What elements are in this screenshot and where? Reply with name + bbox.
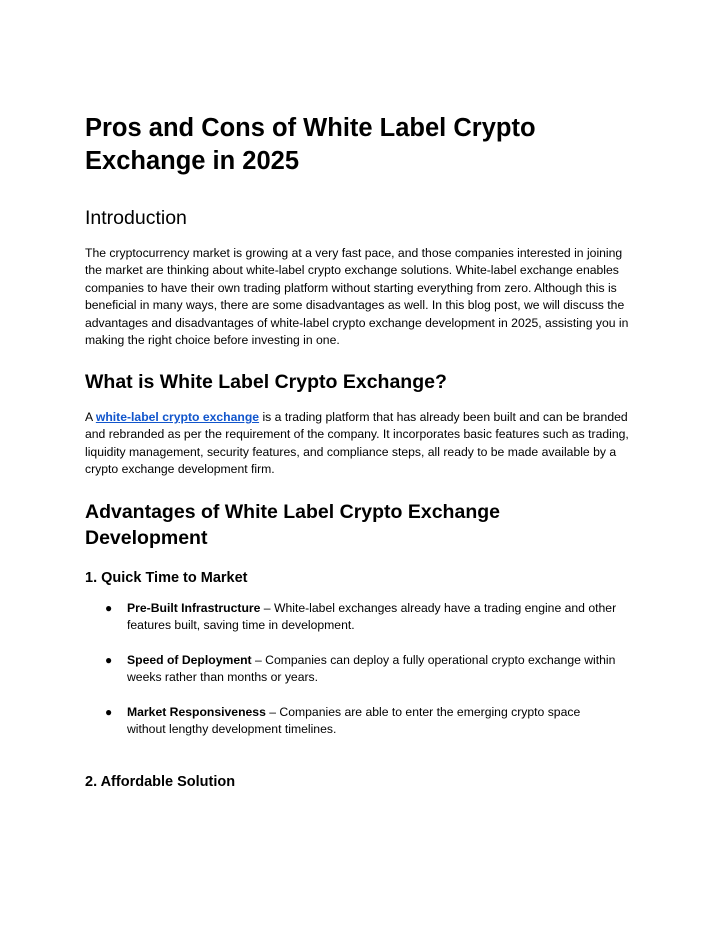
page-title: Pros and Cons of White Label Crypto Exchange in 2025 — [85, 114, 536, 175]
list-item-term: Pre-Built Infrastructure — [127, 601, 261, 615]
section-heading-affordable: 2. Affordable Solution — [85, 774, 236, 790]
white-label-exchange-link[interactable]: white-label crypto exchange — [95, 410, 260, 424]
advantages-heading: Advantages of White Label Crypto Exchange Development — [85, 501, 500, 549]
list-item-text: – Companies can deploy a fully operational crypto exchange within weeks rather than months or years. — [127, 652, 616, 685]
list-item — [85, 600, 619, 635]
section-heading-quick-time: 1. Quick Time to Market — [85, 570, 248, 586]
bullet-icon: ● — [105, 601, 113, 615]
what-is-paragraph — [85, 409, 640, 479]
list-item — [85, 652, 619, 687]
what-is-suffix: is a trading platform that has already been built and can be branded and rebranded as per the requirement of the company. It incorporates basic features such as trading, liquidity management, security features, and compliance steps, all ready to be made available by a crypto exchange development firm. — [85, 410, 629, 477]
intro-heading: Introduction — [85, 207, 187, 229]
list-item — [85, 704, 619, 739]
intro-paragraph: The cryptocurrency market is growing at a very fast pace, and those companies interested in joining the market are thinking about white-label crypto exchange solutions. White-label exchange enables companies to have their own trading platform without starting everything from zero. Although this is beneficial in many ways, there are some disadvantages as well. In this blog post, we will discuss the advantages and disadvantages of white-label crypto exchange development in 2025, assisting you in making the right choice before investing in one. — [85, 246, 629, 348]
bullet-icon: ● — [105, 652, 113, 667]
list-item-term: Speed of Deployment — [127, 652, 252, 667]
list-item-term: Market Responsiveness — [127, 704, 266, 719]
bullet-icon: ● — [105, 704, 113, 719]
list-item-text: – Companies are able to enter the emerging crypto space without lengthy development timelines. — [127, 704, 581, 737]
list-item-text: – White-label exchanges already have a trading engine and other features built, saving time in development. — [127, 601, 617, 633]
what-is-prefix: A — [85, 410, 96, 424]
what-is-heading: What is White Label Crypto Exchange? — [85, 371, 447, 393]
quick-time-bullet-list — [85, 600, 640, 755]
